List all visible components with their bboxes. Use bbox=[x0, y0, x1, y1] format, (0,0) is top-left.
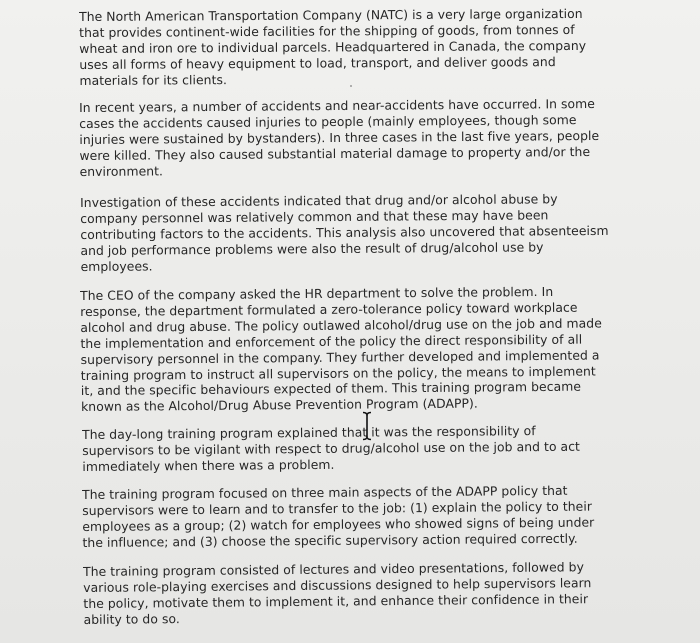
text-line: the influence; and (3) choose the specific supervisory action required correctly. bbox=[82, 530, 578, 550]
paragraph-training-format bbox=[83, 559, 592, 628]
paragraph-investigation bbox=[80, 191, 609, 275]
text-line: employees as a group; (2) watch for employees who showed signs of being under bbox=[82, 514, 595, 534]
text-line: The day-long training program explained that it was the responsibility of bbox=[82, 423, 536, 442]
text-line: The training program consisted of lectures and video presentations, followed by bbox=[83, 559, 584, 579]
text-line: were killed. They also caused substantial material damage to property and/or the bbox=[79, 143, 591, 163]
text-line: company personnel was relatively common and that these may have been bbox=[80, 207, 549, 226]
text-line: uses all forms of heavy equipment to load, transport, and deliver goods and bbox=[79, 53, 556, 72]
paragraph-company-overview bbox=[79, 6, 586, 89]
text-line: The North American Transportation Company (NATC) is a very large organization bbox=[79, 5, 583, 24]
text-line: that provides continent-wide facilities for the shipping of goods, from tonnes of bbox=[79, 21, 575, 40]
paragraph-training-day bbox=[82, 423, 580, 475]
text-line: alcohol and drug abuse. The policy outlawed alcohol/drug use on the job and made bbox=[80, 315, 602, 335]
text-line: injuries were sustained by bystanders). In three cases in the last five years, people bbox=[79, 127, 600, 147]
text-line: it, and the specific behaviours expected of them. This training program became bbox=[80, 379, 582, 399]
text-line: and job performance problems were also the result of drug/alcohol use by bbox=[80, 239, 544, 258]
text-line: supervisory personnel in the company. They further developed and implemented a bbox=[80, 347, 600, 367]
paragraph-accidents bbox=[79, 96, 599, 180]
text-line: response, the department formulated a zero-tolerance policy toward workplace bbox=[80, 299, 578, 319]
text-line: various role-playing exercises and discussions designed to help supervisors learn bbox=[83, 575, 592, 595]
text-line: The CEO of the company asked the HR department to solve the problem. In bbox=[80, 283, 554, 303]
text-line: cases the accidents caused injuries to people (mainly employees, though some bbox=[79, 111, 577, 131]
text-line: known as the Alcohol/Drug Abuse Prevention Program (ADAPP). bbox=[80, 395, 478, 415]
text-line: environment. bbox=[79, 162, 164, 179]
text-line: The training program focused on three main aspects of the ADAPP policy that bbox=[82, 482, 568, 502]
paragraph-training-focus bbox=[82, 483, 595, 551]
text-line: Investigation of these accidents indicated that drug and/or alcohol abuse by bbox=[80, 191, 558, 210]
text-line: materials for its clients. bbox=[79, 71, 227, 88]
text-line: In recent years, a number of accidents and near-accidents have occurred. In some bbox=[79, 95, 596, 115]
text-line: employees. bbox=[80, 258, 153, 274]
text-line: contributing factors to the accidents. This analysis also uncovered that absenteeism bbox=[80, 222, 609, 242]
text-line: ability to do so. bbox=[83, 610, 180, 627]
text-cursor-icon bbox=[361, 411, 373, 441]
text-line: training program to instruct all supervisors on the policy, the means to implement bbox=[80, 363, 596, 383]
text-line: wheat and iron ore to individual parcels. Headquartered in Canada, the company bbox=[79, 37, 587, 56]
text-line: the implementation and enforcement of the policy the direct responsibility of all bbox=[80, 331, 583, 351]
text-line: supervisors to be vigilant with respect to drug/alcohol use on the job and to act bbox=[82, 438, 581, 458]
dust-speck bbox=[350, 85, 352, 87]
text-line: the policy, motivate them to implement it, and enhance their confidence in their bbox=[83, 590, 589, 611]
text-line: supervisors were to learn and to transfer to the job: (1) explain the policy to their bbox=[82, 498, 593, 518]
paragraph-hr-policy bbox=[80, 283, 603, 415]
text-line: immediately when there was a problem. bbox=[82, 456, 335, 474]
